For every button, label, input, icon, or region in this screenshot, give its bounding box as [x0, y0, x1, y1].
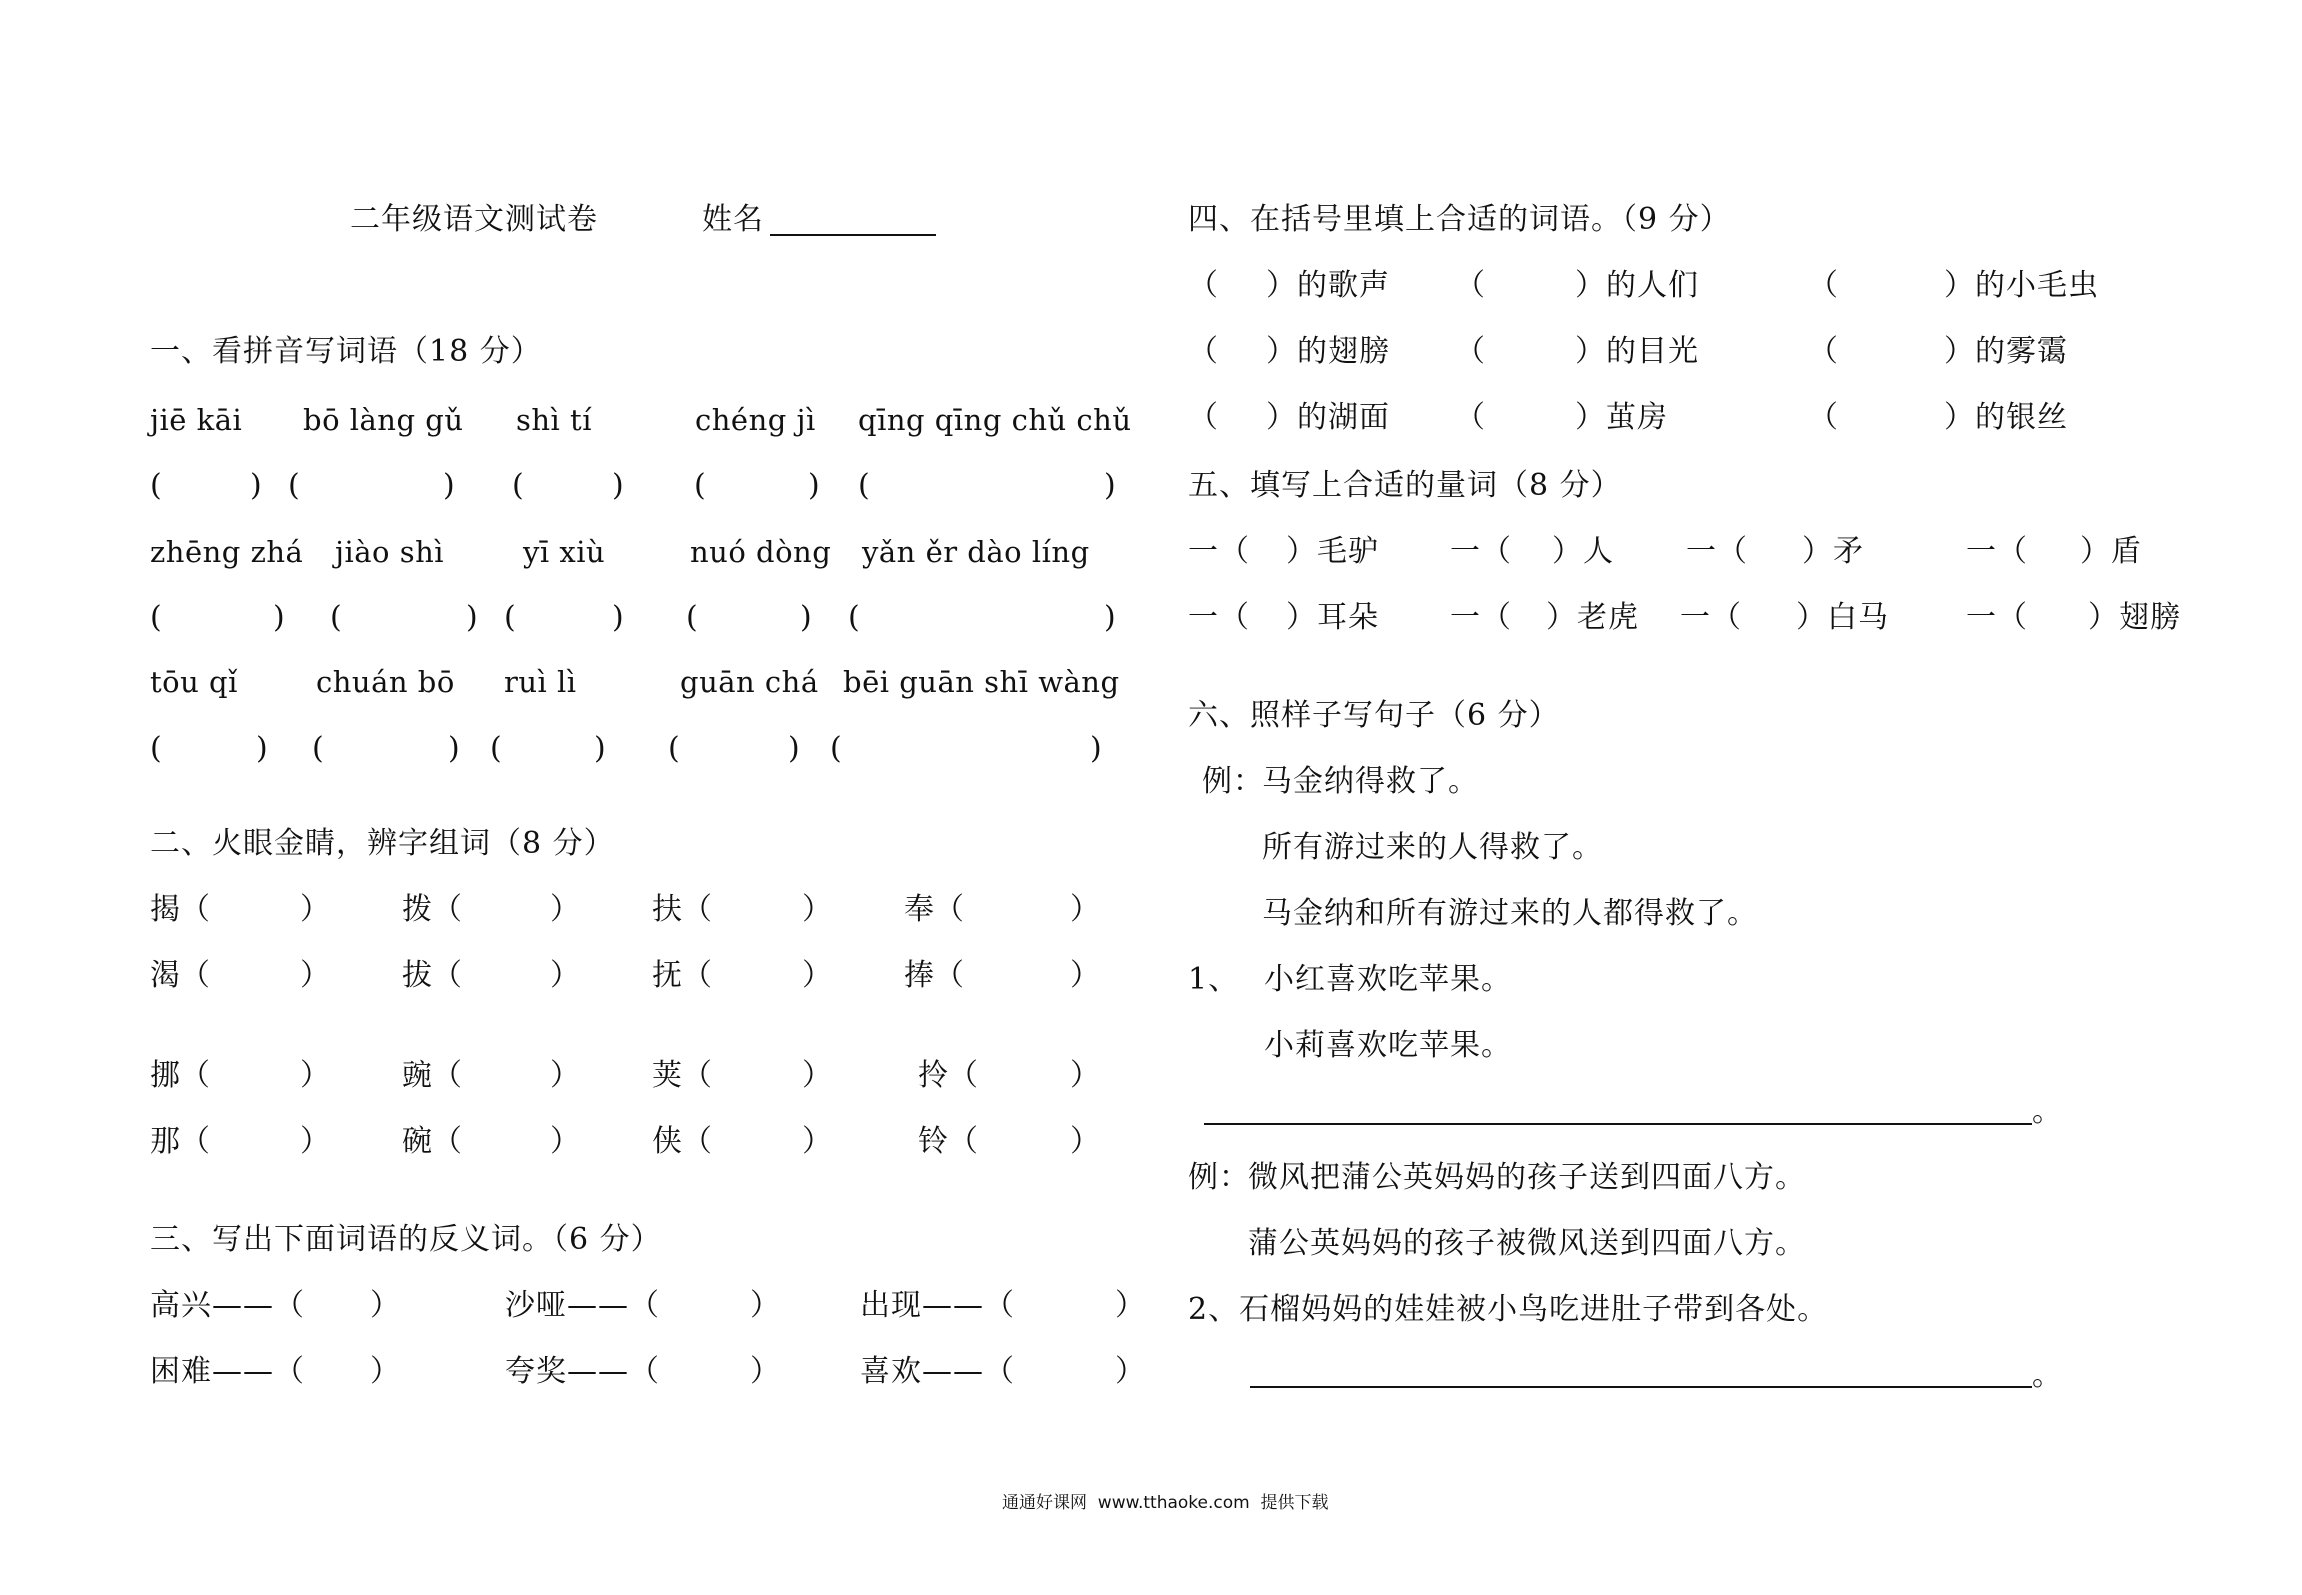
paren-close: ）: [802, 958, 833, 993]
paren-close: ): [256, 731, 269, 766]
paren-open: （: [1808, 334, 1839, 369]
antonym-item: 困难——（: [150, 1354, 305, 1389]
pinyin-item: chuán bō: [316, 665, 455, 699]
pinyin-item: zhēng zhá: [150, 535, 304, 569]
char-item: 侠: [652, 1124, 683, 1159]
footer-credit: 通通好课网 www.tthaoke.com 提供下载: [1002, 1493, 1329, 1513]
paren-open: （: [682, 958, 713, 993]
pinyin-item: chéng jì: [695, 403, 816, 437]
measure-prefix: 一（: [1680, 600, 1742, 635]
char-item: 那: [150, 1124, 181, 1159]
paren-open: （: [180, 1124, 211, 1159]
char-item: 拔: [402, 958, 433, 993]
paren-open: （: [1455, 334, 1486, 369]
char-item: 碗: [402, 1124, 433, 1159]
fill-item: ）的目光: [1575, 334, 1699, 369]
answer-line-1-period: 。: [2032, 1094, 2063, 1129]
measure-prefix: 一（: [1188, 534, 1250, 569]
paren-open: （: [1808, 268, 1839, 303]
paren-close: ）: [1070, 892, 1101, 927]
measure-item: ）矛: [1802, 534, 1864, 569]
paren-close: ): [612, 468, 625, 503]
char-item: 豌: [402, 1058, 433, 1093]
measure-prefix: 一（: [1450, 534, 1512, 569]
paren-open: （: [682, 1058, 713, 1093]
paren-open: （: [934, 958, 965, 993]
antonym-item: 沙哑——（: [505, 1288, 660, 1323]
paren-close: ）: [1115, 1288, 1146, 1323]
antonym-item: 喜欢——（: [860, 1354, 1015, 1389]
paren-close: ): [808, 468, 821, 503]
answer-line-2[interactable]: [1250, 1386, 2032, 1388]
paren-close: ）: [802, 1124, 833, 1159]
pinyin-item: tōu qǐ: [150, 665, 238, 699]
measure-prefix: 一（: [1966, 600, 2028, 635]
paren-open: （: [432, 892, 463, 927]
paren-open: （: [1455, 268, 1486, 303]
paren-close: ): [443, 468, 456, 503]
pinyin-item: jiē kāi: [150, 403, 243, 437]
paren-open: (: [858, 468, 871, 503]
measure-item: ）白马: [1796, 600, 1889, 635]
antonym-item: 夸奖——（: [505, 1354, 660, 1389]
paren-open: （: [180, 958, 211, 993]
paren-close: ): [448, 731, 461, 766]
measure-item: ）人: [1552, 534, 1614, 569]
paren-close: ）: [300, 958, 331, 993]
paren-close: ): [800, 600, 813, 635]
paren-open: （: [1188, 334, 1219, 369]
example-1-line-1: 马金纳得救了。: [1262, 764, 1479, 799]
section-2-heading: 二、火眼金睛，辨字组词（8 分）: [150, 826, 615, 861]
question-2: 2、石榴妈妈的娃娃被小鸟吃进肚子带到各处。: [1188, 1292, 1829, 1327]
paren-open: （: [1188, 268, 1219, 303]
pinyin-item: yǎn ěr dào líng: [862, 535, 1090, 569]
fill-item: ）的歌声: [1266, 268, 1390, 303]
paren-close: ）: [550, 1124, 581, 1159]
pinyin-item: shì tí: [516, 403, 592, 437]
example-2-line-1: 微风把蒲公英妈妈的孩子送到四面八方。: [1248, 1160, 1806, 1195]
measure-item: ）盾: [2080, 534, 2142, 569]
answer-line-1[interactable]: [1204, 1123, 2032, 1125]
paren-open: (: [490, 731, 503, 766]
paren-close: ）: [1070, 958, 1101, 993]
paren-close: ）: [750, 1354, 781, 1389]
section-4-heading: 四、在括号里填上合适的词语。（9 分）: [1188, 202, 1731, 237]
paren-open: （: [180, 1058, 211, 1093]
pinyin-item: nuó dòng: [690, 535, 832, 569]
paren-open: (: [150, 600, 163, 635]
paren-open: （: [1455, 400, 1486, 435]
fill-item: ）的银丝: [1944, 400, 2068, 435]
char-item: 抚: [652, 958, 683, 993]
paren-open: (: [848, 600, 861, 635]
pinyin-item: yī xiù: [523, 535, 606, 569]
paren-close: ）: [1070, 1124, 1101, 1159]
question-1-line-1: 小红喜欢吃苹果。: [1264, 962, 1512, 997]
measure-prefix: 一（: [1450, 600, 1512, 635]
pinyin-item: guān chá: [680, 665, 819, 699]
paren-close: ）: [300, 892, 331, 927]
paren-close: ): [466, 600, 479, 635]
paren-close: ）: [300, 1124, 331, 1159]
example-1-line-3: 马金纳和所有游过来的人都得救了。: [1262, 896, 1758, 931]
char-item: 荚: [652, 1058, 683, 1093]
paren-open: （: [432, 958, 463, 993]
paren-close: ）: [370, 1354, 401, 1389]
measure-prefix: 一（: [1686, 534, 1748, 569]
paren-open: （: [1808, 400, 1839, 435]
paren-open: (: [686, 600, 699, 635]
paren-open: （: [948, 1058, 979, 1093]
paren-close: ）: [802, 892, 833, 927]
paren-open: （: [432, 1124, 463, 1159]
pinyin-item: bō làng gǔ: [303, 403, 464, 437]
paren-close: ）: [1115, 1354, 1146, 1389]
fill-item: ）的翅膀: [1266, 334, 1390, 369]
question-1-number: 1、: [1188, 962, 1240, 997]
paren-open: (: [668, 731, 681, 766]
antonym-item: 出现——（: [860, 1288, 1015, 1323]
paren-open: (: [512, 468, 525, 503]
fill-item: ）的人们: [1575, 268, 1699, 303]
char-item: 铃: [918, 1124, 949, 1159]
paren-close: ）: [300, 1058, 331, 1093]
measure-item: ）老虎: [1546, 600, 1639, 635]
paren-close: ): [1104, 468, 1117, 503]
paren-open: (: [150, 731, 163, 766]
answer-line-2-period: 。: [2032, 1358, 2063, 1393]
paren-close: ）: [750, 1288, 781, 1323]
char-item: 渴: [150, 958, 181, 993]
example-1-label: 例：: [1202, 764, 1264, 799]
paren-open: (: [830, 731, 843, 766]
paren-close: ): [1090, 731, 1103, 766]
fill-item: ）的雾霭: [1944, 334, 2068, 369]
question-1-line-2: 小莉喜欢吃苹果。: [1264, 1028, 1512, 1063]
paren-close: ）: [550, 1058, 581, 1093]
section-6-heading: 六、照样子写句子（6 分）: [1188, 698, 1560, 733]
paren-open: (: [694, 468, 707, 503]
pinyin-item: bēi guān shī wàng: [843, 665, 1120, 699]
paren-open: （: [1188, 400, 1219, 435]
measure-prefix: 一（: [1188, 600, 1250, 635]
page-title: 二年级语文测试卷: [350, 202, 598, 237]
measure-item: ）毛驴: [1286, 534, 1379, 569]
section-3-heading: 三、写出下面词语的反义词。（6 分）: [150, 1222, 662, 1257]
pinyin-item: qīng qīng chǔ chǔ: [858, 403, 1132, 437]
paren-open: (: [288, 468, 301, 503]
char-item: 拨: [402, 892, 433, 927]
paren-open: (: [330, 600, 343, 635]
paren-open: (: [150, 468, 163, 503]
char-item: 捧: [904, 958, 935, 993]
paren-open: (: [504, 600, 517, 635]
pinyin-item: jiào shì: [335, 535, 445, 569]
paren-open: （: [432, 1058, 463, 1093]
char-item: 挪: [150, 1058, 181, 1093]
paren-close: ): [594, 731, 607, 766]
paren-open: （: [934, 892, 965, 927]
paren-close: ): [612, 600, 625, 635]
measure-item: ）耳朵: [1286, 600, 1379, 635]
measure-item: ）翅膀: [2088, 600, 2181, 635]
fill-item: ）的小毛虫: [1944, 268, 2099, 303]
antonym-item: 高兴——（: [150, 1288, 305, 1323]
paren-close: ）: [550, 958, 581, 993]
name-blank[interactable]: [770, 234, 936, 236]
paren-close: ）: [1070, 1058, 1101, 1093]
measure-prefix: 一（: [1966, 534, 2028, 569]
section-1-heading: 一、看拼音写词语（18 分）: [150, 334, 542, 369]
char-item: 扶: [652, 892, 683, 927]
paren-open: （: [948, 1124, 979, 1159]
paren-open: （: [682, 892, 713, 927]
char-item: 拎: [918, 1058, 949, 1093]
paren-close: ): [250, 468, 263, 503]
paren-close: ): [788, 731, 801, 766]
fill-item: ）的湖面: [1266, 400, 1390, 435]
paren-close: ): [273, 600, 286, 635]
example-2-label: 例：: [1188, 1160, 1250, 1195]
example-1-line-2: 所有游过来的人得救了。: [1262, 830, 1603, 865]
section-5-heading: 五、填写上合适的量词（8 分）: [1188, 468, 1622, 503]
name-label: 姓名: [702, 202, 764, 237]
paren-open: （: [180, 892, 211, 927]
paren-close: ）: [370, 1288, 401, 1323]
fill-item: ）茧房: [1575, 400, 1668, 435]
paren-open: (: [312, 731, 325, 766]
pinyin-item: ruì lì: [504, 665, 577, 699]
char-item: 揭: [150, 892, 181, 927]
paren-close: ): [1104, 600, 1117, 635]
paren-open: （: [682, 1124, 713, 1159]
paren-close: ）: [802, 1058, 833, 1093]
char-item: 奉: [904, 892, 935, 927]
example-2-line-2: 蒲公英妈妈的孩子被微风送到四面八方。: [1248, 1226, 1806, 1261]
paren-close: ）: [550, 892, 581, 927]
